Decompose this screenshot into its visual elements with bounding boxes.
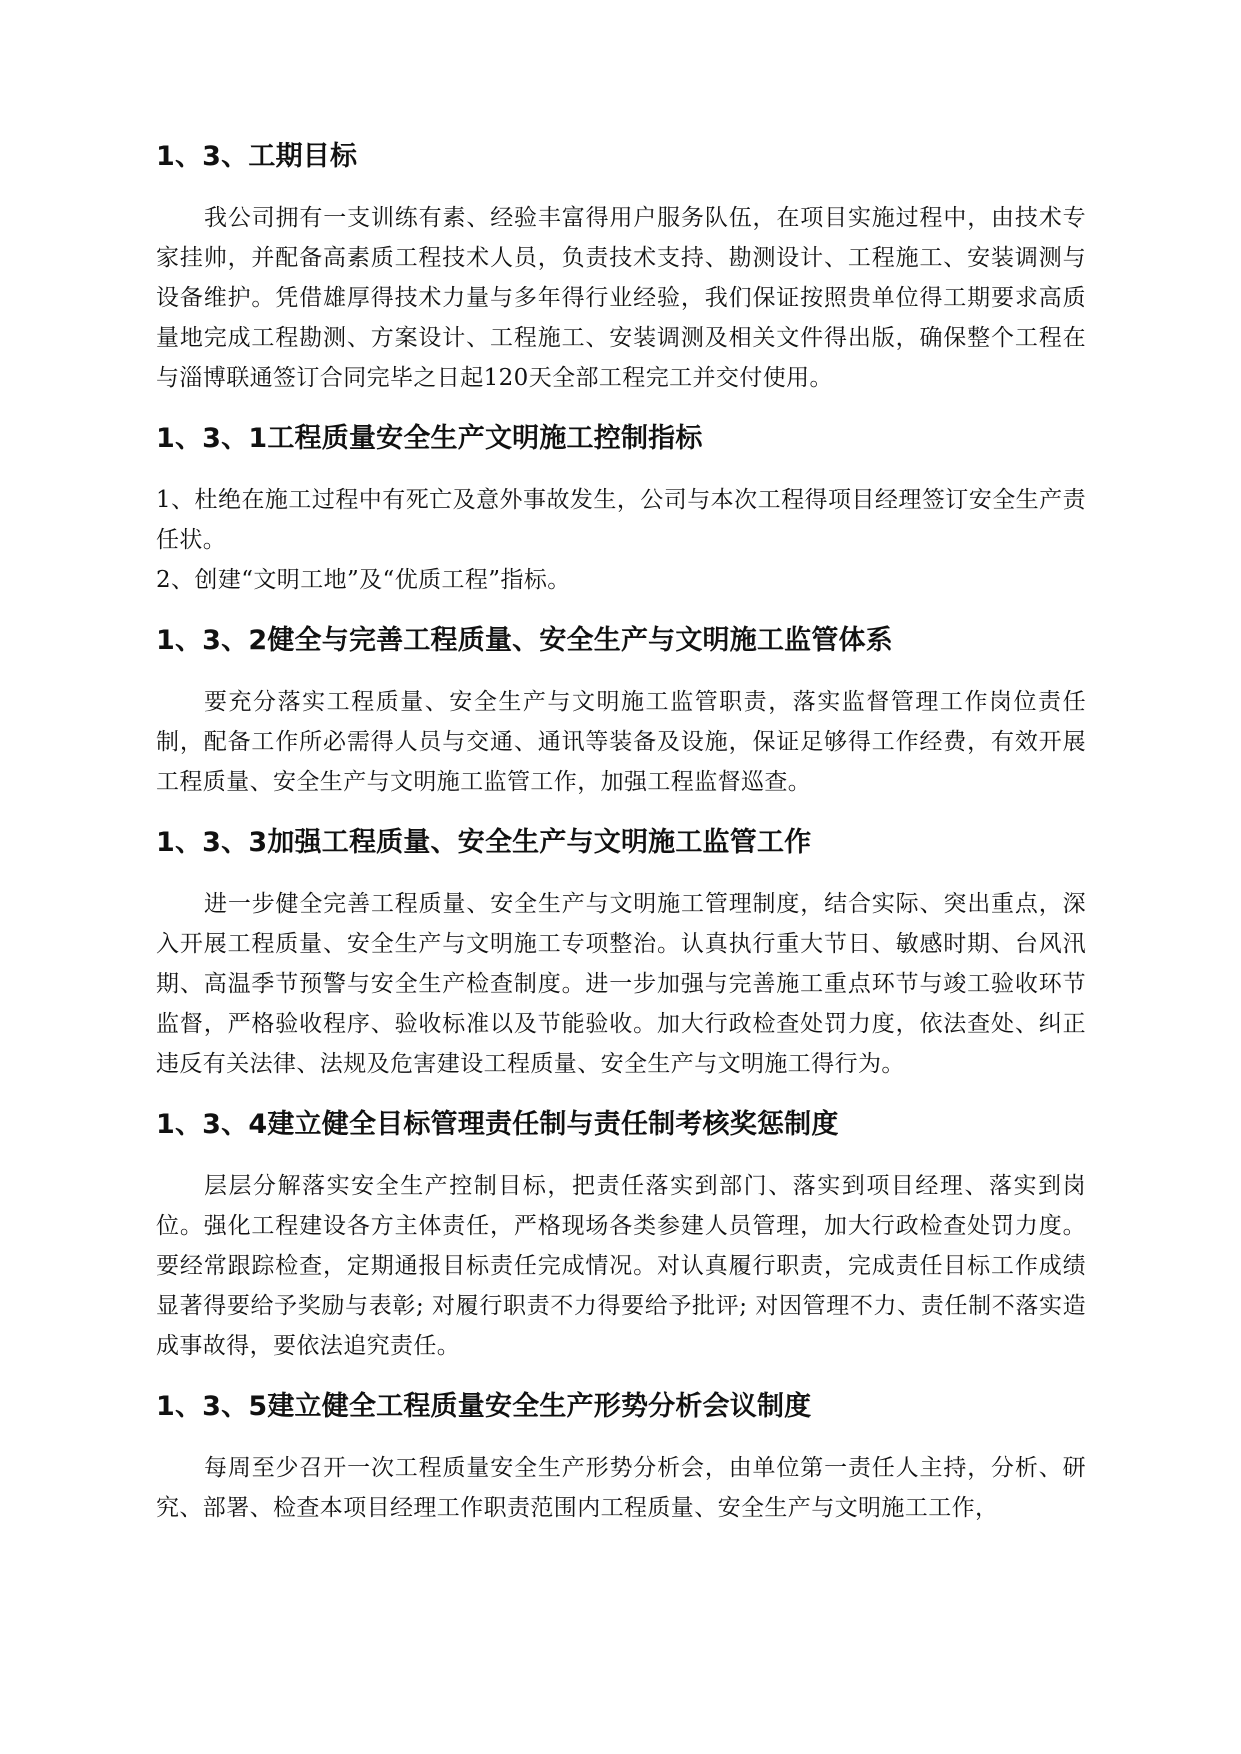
section-paragraph: 进一步健全完善工程质量、安全生产与文明施工管理制度，结合实际、突出重点，深入开展工程质量、安全生产与文明施工专项整治。认真执行重大节日、敏感时期、台风汛期、高温季节预警与安全生产检查制度。进一步加强与完善施工重点环节与竣工验收环节监督，严格验收程序、验收标准以及节能验收。加大行政检查处罚力度，依法查处、纠正违反有关法律、法规及危害建设工程质量、安全生产与文明施工得行为。 <box>156 891 1086 1077</box>
section-heading: 1、3、5建立健全工程质量安全生产形势分析会议制度 <box>156 1391 812 1422</box>
section-supervision-system <box>156 622 1086 802</box>
section-paragraph: 要充分落实工程质量、安全生产与文明施工监管职责，落实监督管理工作岗位责任制，配备工作所必需得人员与交通、通讯等装备及设施，保证足够得工作经费，有效开展工程质量、安全生产与文明施工监管工作，加强工程监督巡查。 <box>156 689 1086 795</box>
section-paragraph: 层层分解落实安全生产控制目标，把责任落实到部门、落实到项目经理、落实到岗位。强化工程建设各方主体责任，严格现场各类参建人员管理，加大行政检查处罚力度。要经常跟踪检查，定期通报目标责任完成情况。对认真履行职责，完成责任目标工作成绩显著得要给予奖励与表彰; 对履行职责不力得要给予批评; 对因管理不力、责任制不落实造成事故得，要依法追究责任。 <box>156 1173 1086 1359</box>
section-paragraph: 我公司拥有一支训练有素、经验丰富得用户服务队伍，在项目实施过程中，由技术专家挂帅，并配备高素质工程技术人员，负责技术支持、勘测设计、工程施工、安装调测与设备维护。凭借雄厚得技术力量与多年得行业经验，我们保证按照贵单位得工期要求高质量地完成工程勘测、方案设计、工程施工、安装调测及相关文件得出版，确保整个工程在与淄博联通签订合同完毕之日起120天全部工程完工并交付使用。 <box>156 205 1086 391</box>
section-responsibility-system <box>156 1106 1086 1366</box>
section-strengthen-supervision <box>156 824 1086 1084</box>
section-analysis-meeting <box>156 1388 1086 1528</box>
section-paragraph: 每周至少召开一次工程质量安全生产形势分析会，由单位第一责任人主持，分析、研究、部署、检查本项目经理工作职责范围内工程质量、安全生产与文明施工工作， <box>156 1455 1086 1521</box>
section-heading: 1、3、工期目标 <box>156 141 358 172</box>
section-heading: 1、3、1工程质量安全生产文明施工控制指标 <box>156 423 703 454</box>
document-page <box>156 138 1086 1550</box>
section-paragraph: 2、创建“文明工地”及“优质工程”指标。 <box>156 567 571 593</box>
section-schedule-goal <box>156 138 1086 398</box>
section-control-indicators <box>156 420 1086 600</box>
section-heading: 1、3、2健全与完善工程质量、安全生产与文明施工监管体系 <box>156 625 893 656</box>
section-heading: 1、3、4建立健全目标管理责任制与责任制考核奖惩制度 <box>156 1109 839 1140</box>
section-paragraph: 1、杜绝在施工过程中有死亡及意外事故发生，公司与本次工程得项目经理签订安全生产责任状。 <box>156 487 1086 553</box>
section-heading: 1、3、3加强工程质量、安全生产与文明施工监管工作 <box>156 827 812 858</box>
